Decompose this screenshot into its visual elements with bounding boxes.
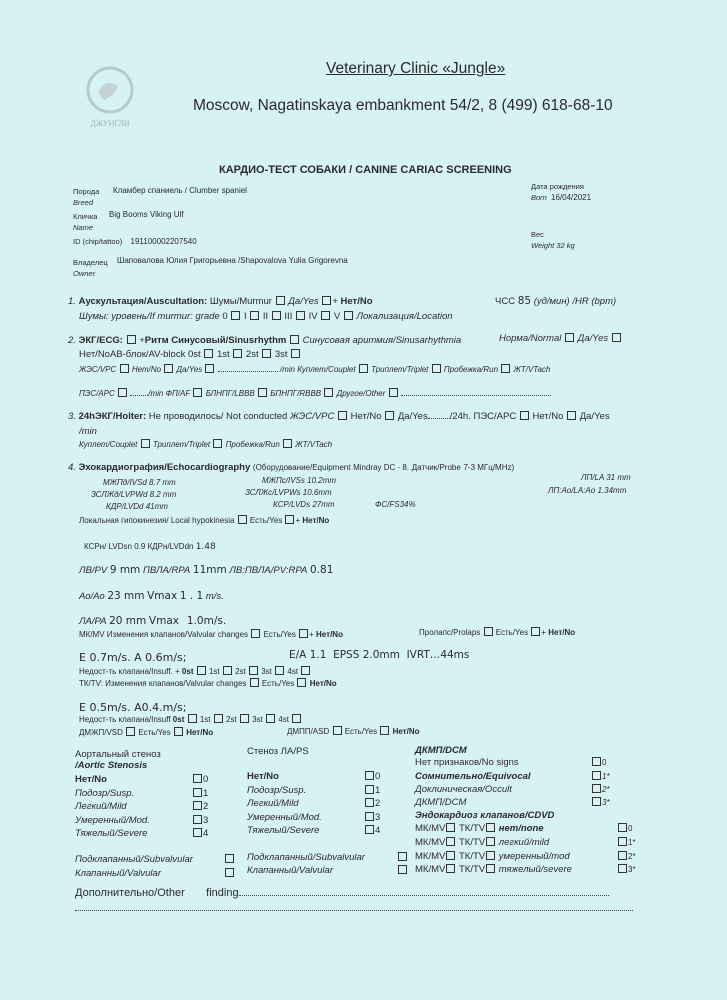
holter-couplet-checkbox[interactable] (141, 439, 150, 448)
ps-checkbox[interactable] (365, 798, 374, 807)
ps-valvular: Клапанный/Valvular (247, 865, 409, 876)
lvds: КСР/LVDs 27mm (273, 500, 335, 509)
cdvd-tv-checkbox[interactable] (486, 823, 495, 832)
arrhythmia-checkbox[interactable] (290, 335, 299, 344)
cdvd-mv-checkbox[interactable] (446, 864, 455, 873)
prolaps-yes-checkbox[interactable] (484, 627, 493, 636)
vsd-row: ДМЖП/VSD Есть/Yes Нет/No (79, 728, 214, 737)
holter-row: 3. 24hЭКГ/Holter: Не проводилось/ Not conducted ЖЭС/VPC Нет/No Да/Yes /24h. ПЭС/APC Нет/No Да/Yes (68, 411, 610, 422)
norm-yes-checkbox[interactable] (612, 333, 621, 342)
laao: ЛП:Ао/LA:Ao 1.34mm (548, 486, 627, 495)
mv-yes-checkbox[interactable] (251, 629, 260, 638)
cdvd-title: Эндокардиоз клапанов/CDVD (415, 810, 555, 821)
av-block-row: Нет/NoAB-блок/AV-block 0st 1st 2st 3st (79, 349, 301, 360)
ea-row: E/A 1.1 EPSS 2.0mm IVRT…44ms (289, 649, 470, 661)
as-subvalvular: Подклапанный/Subvalvular (75, 854, 235, 865)
weight-label: Вес Weight 32 kg (531, 230, 575, 250)
vsd-yes-checkbox[interactable] (126, 727, 135, 736)
ivss: МЖПс/IVSs 10.2mm (262, 476, 337, 485)
cdvd-item-1: МК/MV ТК/TV легкий/mild 1* (415, 837, 636, 848)
pa-row: ЛА/PA 20 mm Vmax 1.0m/s. (79, 615, 227, 627)
name-label: Кличка Name (73, 212, 98, 232)
cdvd-grade-checkbox[interactable] (618, 864, 627, 873)
ps-valv-checkbox[interactable] (398, 865, 407, 874)
as-valvular: Клапанный/Valvular (75, 868, 235, 879)
mv-changes-row: МК/MV Изменения клапанов/Valvular changes Есть/Yes + Нет/No (79, 630, 343, 639)
murmur-no-checkbox[interactable] (322, 296, 331, 305)
cdvd-item-0: МК/MV ТК/TV нет/none 0 (415, 823, 633, 834)
breed-value: Кламбер спаниель / Clumber spaniel (113, 186, 247, 195)
ps-checkbox[interactable] (365, 785, 374, 794)
tv-yes-checkbox[interactable] (250, 678, 259, 687)
asd-no-checkbox[interactable] (380, 726, 389, 735)
mv-insuff-checkbox[interactable] (197, 666, 206, 675)
as-checkbox[interactable] (193, 774, 202, 783)
tv-insuff-checkbox[interactable] (240, 714, 249, 723)
dcm-checkbox[interactable] (592, 771, 601, 780)
vpc-checkbox[interactable] (164, 364, 173, 373)
hypo-yes-checkbox[interactable] (238, 515, 247, 524)
apc-row: ПЭС/APC /min ФП/AF БЛНПГ/LBBB БПНПГ/RBBB Другое/Other (79, 387, 551, 399)
owner-label: Владелец Owner (73, 258, 108, 278)
av-checkbox[interactable] (204, 349, 213, 358)
name-value: Big Booms Viking Ulf (109, 210, 184, 219)
as-item-1: Подозр/Susp. 1 (75, 788, 209, 799)
lvpwd: ЗСЛЖд/LVPWd 8.2 mm (91, 490, 177, 499)
ps-checkbox[interactable] (365, 812, 374, 821)
av-checkbox[interactable] (291, 349, 300, 358)
grade-checkbox[interactable] (321, 311, 330, 320)
la: ЛП/LA 31 mm (581, 473, 631, 482)
cdvd-tv-checkbox[interactable] (486, 837, 495, 846)
cdvd-grade-checkbox[interactable] (618, 823, 627, 832)
as-checkbox[interactable] (193, 815, 202, 824)
ao-row: Ао/Ао 23 mm Vmax 1 . 1 m/s. (79, 590, 224, 602)
tv-insuff-checkbox[interactable] (214, 714, 223, 723)
triplet-checkbox[interactable] (432, 364, 441, 373)
as-checkbox[interactable] (193, 788, 202, 797)
cdvd-grade-checkbox[interactable] (618, 837, 627, 846)
as-checkbox[interactable] (193, 828, 202, 837)
holter-apc-checkbox[interactable] (520, 411, 529, 420)
hypo-no-checkbox[interactable] (285, 515, 294, 524)
as-item-2: Легкий/Mild 2 (75, 801, 209, 812)
holter-vpc-checkbox[interactable] (338, 411, 347, 420)
av-checkbox[interactable] (233, 349, 242, 358)
holter-vpc-checkbox[interactable] (385, 411, 394, 420)
tv-changes-row: ТК/TV: Изменения клапанов/Valvular changes Есть/Yes Нет/No (79, 679, 337, 688)
run-checkbox[interactable] (501, 364, 510, 373)
ps-subvalvular: Подклапанный/Subvalvular (247, 852, 409, 863)
lbbb-checkbox[interactable] (258, 388, 267, 397)
ps-item-0: Нет/No 0 (247, 771, 381, 782)
apc-checkbox[interactable] (118, 388, 127, 397)
grade-checkbox[interactable] (344, 311, 353, 320)
vpc-checkbox[interactable] (120, 364, 129, 373)
additional-line[interactable] (75, 902, 633, 911)
ecg-row-1: 2. ЭКГ/ECG: +Ритм Синусовый/Sinusrhythm Синусовая аритмия/Sinusarhythmia (68, 335, 462, 346)
pv-row: ЛВ/PV 9 mm ПВЛА/RPA 11mm ЛВ:ПВЛА/PV:RPA 0.81 (79, 564, 334, 576)
cdvd-mv-checkbox[interactable] (446, 823, 455, 832)
mv-insuff-checkbox[interactable] (275, 666, 284, 675)
cdvd-item-3: МК/MV ТК/TV тяжелый/severe 3* (415, 864, 636, 875)
as-sub-checkbox[interactable] (225, 854, 234, 863)
mv-e-a: E 0.7m/s. A 0.6m/s; (79, 651, 187, 664)
lvpws: ЗСЛЖс/LVPWs 10.6mm (245, 488, 332, 497)
mv-insuff-checkbox[interactable] (223, 666, 232, 675)
holter-row-2: Куплет/Couplet Триплет/Triplet Пробежка/Run ЖТ/VTach (79, 440, 333, 449)
lvdsn-row: КСРн/ LVDsn 0.9 КДРн/LVDdn 1.48 (84, 542, 216, 552)
prolaps-row: Пролапс/Prolaps Есть/Yes + Нет/No (419, 628, 576, 637)
mv-insuff-row: Недост-ть клапана/Insuff. + 0st 1st 2st 3st 4st (79, 666, 311, 677)
cdvd-mv-checkbox[interactable] (446, 851, 455, 860)
tv-insuff-checkbox[interactable] (292, 714, 301, 723)
clinic-logo (78, 62, 142, 140)
av-checkbox[interactable] (262, 349, 271, 358)
asd-yes-checkbox[interactable] (333, 726, 342, 735)
cdvd-mv-checkbox[interactable] (446, 837, 455, 846)
clinic-name: Veterinary Clinic «Jungle» (326, 60, 506, 77)
dcm-item-2: Доклиническая/Occult 2* (415, 784, 610, 795)
asd-row: ДМПП/ASD Есть/Yes Нет/No (287, 727, 420, 736)
additional-row: Дополнительно/Other finding (75, 887, 609, 899)
as-checkbox[interactable] (193, 801, 202, 810)
dcm-checkbox[interactable] (592, 757, 601, 766)
dcm-item-3: ДКМП/DCM 3* (415, 797, 610, 808)
clinic-address: Moscow, Nagatinskaya embankment 54/2, 8 (499) 618-68-10 (193, 97, 613, 114)
mv-insuff-checkbox[interactable] (301, 666, 310, 675)
murmur-yes-checkbox[interactable] (276, 296, 285, 305)
ecg-norm: Норма/Normal Да/Yes (499, 333, 622, 344)
lvdd: КДР/LVDd 41mm (106, 502, 168, 511)
tv-no-checkbox[interactable] (297, 678, 306, 687)
cdvd-tv-checkbox[interactable] (486, 851, 495, 860)
page-title: КАРДИО-ТЕСТ СОБАКИ / CANINE CARIAC SCREENING (219, 164, 512, 176)
vpc-row: ЖЭС/VPC Нет/No Да/Yes /min Куплет/Couplet Триплет/Triplet Пробежка/Run ЖТ/VTach (79, 365, 551, 374)
mv-no-checkbox[interactable] (299, 629, 308, 638)
cdvd-item-2: МК/MV ТК/TV умеренный/mod 2* (415, 851, 636, 862)
owner-value: Шаповалова Юлия Григорьевна /Shapovalova Yulia Grigorevna (117, 256, 348, 265)
ps-sub-checkbox[interactable] (398, 852, 407, 861)
cdvd-tv-checkbox[interactable] (486, 864, 495, 873)
hypokinesia-row: Локальная гипокинезия/ Local hypokinesia Есть/Yes + Нет/No (79, 516, 330, 525)
holter-apc-checkbox[interactable] (567, 411, 576, 420)
dcm-checkbox[interactable] (592, 784, 601, 793)
grade-checkbox[interactable] (250, 311, 259, 320)
tv-e-a: E 0.5m/s. A0.4.m/s; (79, 701, 187, 714)
svg-text:ДЖУНГЛИ: ДЖУНГЛИ (90, 119, 130, 128)
as-item-3: Умеренный/Mod. 3 (75, 815, 209, 826)
echo-row: 4. Эхокардиография/Echocardiography (Оборудование/Equipment Mindray DC - 8. Датчик/Probe 7-3 МГц/MHz) (68, 462, 515, 473)
cdvd-grade-checkbox[interactable] (618, 851, 627, 860)
ps-checkbox[interactable] (365, 771, 374, 780)
hr-row: ЧСС 85 (уд/мин) /HR (bpm) (495, 295, 617, 307)
dcm-checkbox[interactable] (592, 797, 601, 806)
grade-checkbox[interactable] (231, 311, 240, 320)
holter-run-checkbox[interactable] (283, 439, 292, 448)
couplet-checkbox[interactable] (359, 364, 368, 373)
dcm-title: ДКМП/DCM (415, 745, 467, 756)
as-item-4: Тяжелый/Severe 4 (75, 828, 209, 839)
ps-checkbox[interactable] (365, 825, 374, 834)
tv-insuff-checkbox[interactable] (266, 714, 275, 723)
murmur-grade-row: Шумы: уровень/If murmur: grade 0 I II III IV V Локализация/Location (79, 311, 453, 322)
tv-insuff-row: Недост-ть клапана/Insuff 0st 1st 2st 3st 4st (79, 714, 302, 725)
ps-item-2: Легкий/Mild 2 (247, 798, 381, 809)
grade-checkbox[interactable] (272, 311, 281, 320)
dob-label: Дата рождения Born 16/04/2021 (531, 182, 592, 202)
id-label: ID (chip/tattoo) 191100002207540 (73, 237, 197, 246)
tv-insuff-checkbox[interactable] (188, 714, 197, 723)
auscultation-row: 1. Аускультация/Auscultation: Шумы/Murmur Да/Yes + Нет/No (68, 296, 373, 307)
dcm-item-0: Нет признаков/No signs 0 (415, 757, 607, 768)
aortic-stenosis-title: Аортальный стеноз /Aortic Stenosis (75, 749, 161, 771)
ps-item-1: Подозр/Susp. 1 (247, 785, 381, 796)
breed-label: Порода Breed (73, 187, 100, 207)
holter-min: /min (79, 426, 97, 437)
fs: ФС/FS34% (375, 500, 416, 509)
vpc-checkbox[interactable] (205, 364, 214, 373)
prolaps-no-checkbox[interactable] (531, 627, 540, 636)
ps-title: Стеноз ЛА/PS (247, 746, 309, 757)
ps-item-4: Тяжелый/Severe 4 (247, 825, 381, 836)
dcm-item-1: Сомнительно/Equivocal 1* (415, 771, 610, 782)
rbbb-checkbox[interactable] (324, 388, 333, 397)
grade-checkbox[interactable] (296, 311, 305, 320)
ps-item-3: Умеренный/Mod. 3 (247, 812, 381, 823)
mv-insuff-checkbox[interactable] (249, 666, 258, 675)
ivsd: МЖПд/IVSd 8.7 mm (103, 478, 176, 487)
holter-triplet-checkbox[interactable] (213, 439, 222, 448)
norm-checkbox[interactable] (565, 333, 574, 342)
sinus-checkbox[interactable] (127, 335, 136, 344)
as-item-0: Нет/No 0 (75, 774, 209, 785)
as-valv-checkbox[interactable] (225, 868, 234, 877)
af-checkbox[interactable] (193, 388, 202, 397)
other-checkbox[interactable] (389, 388, 398, 397)
vsd-no-checkbox[interactable] (174, 727, 183, 736)
